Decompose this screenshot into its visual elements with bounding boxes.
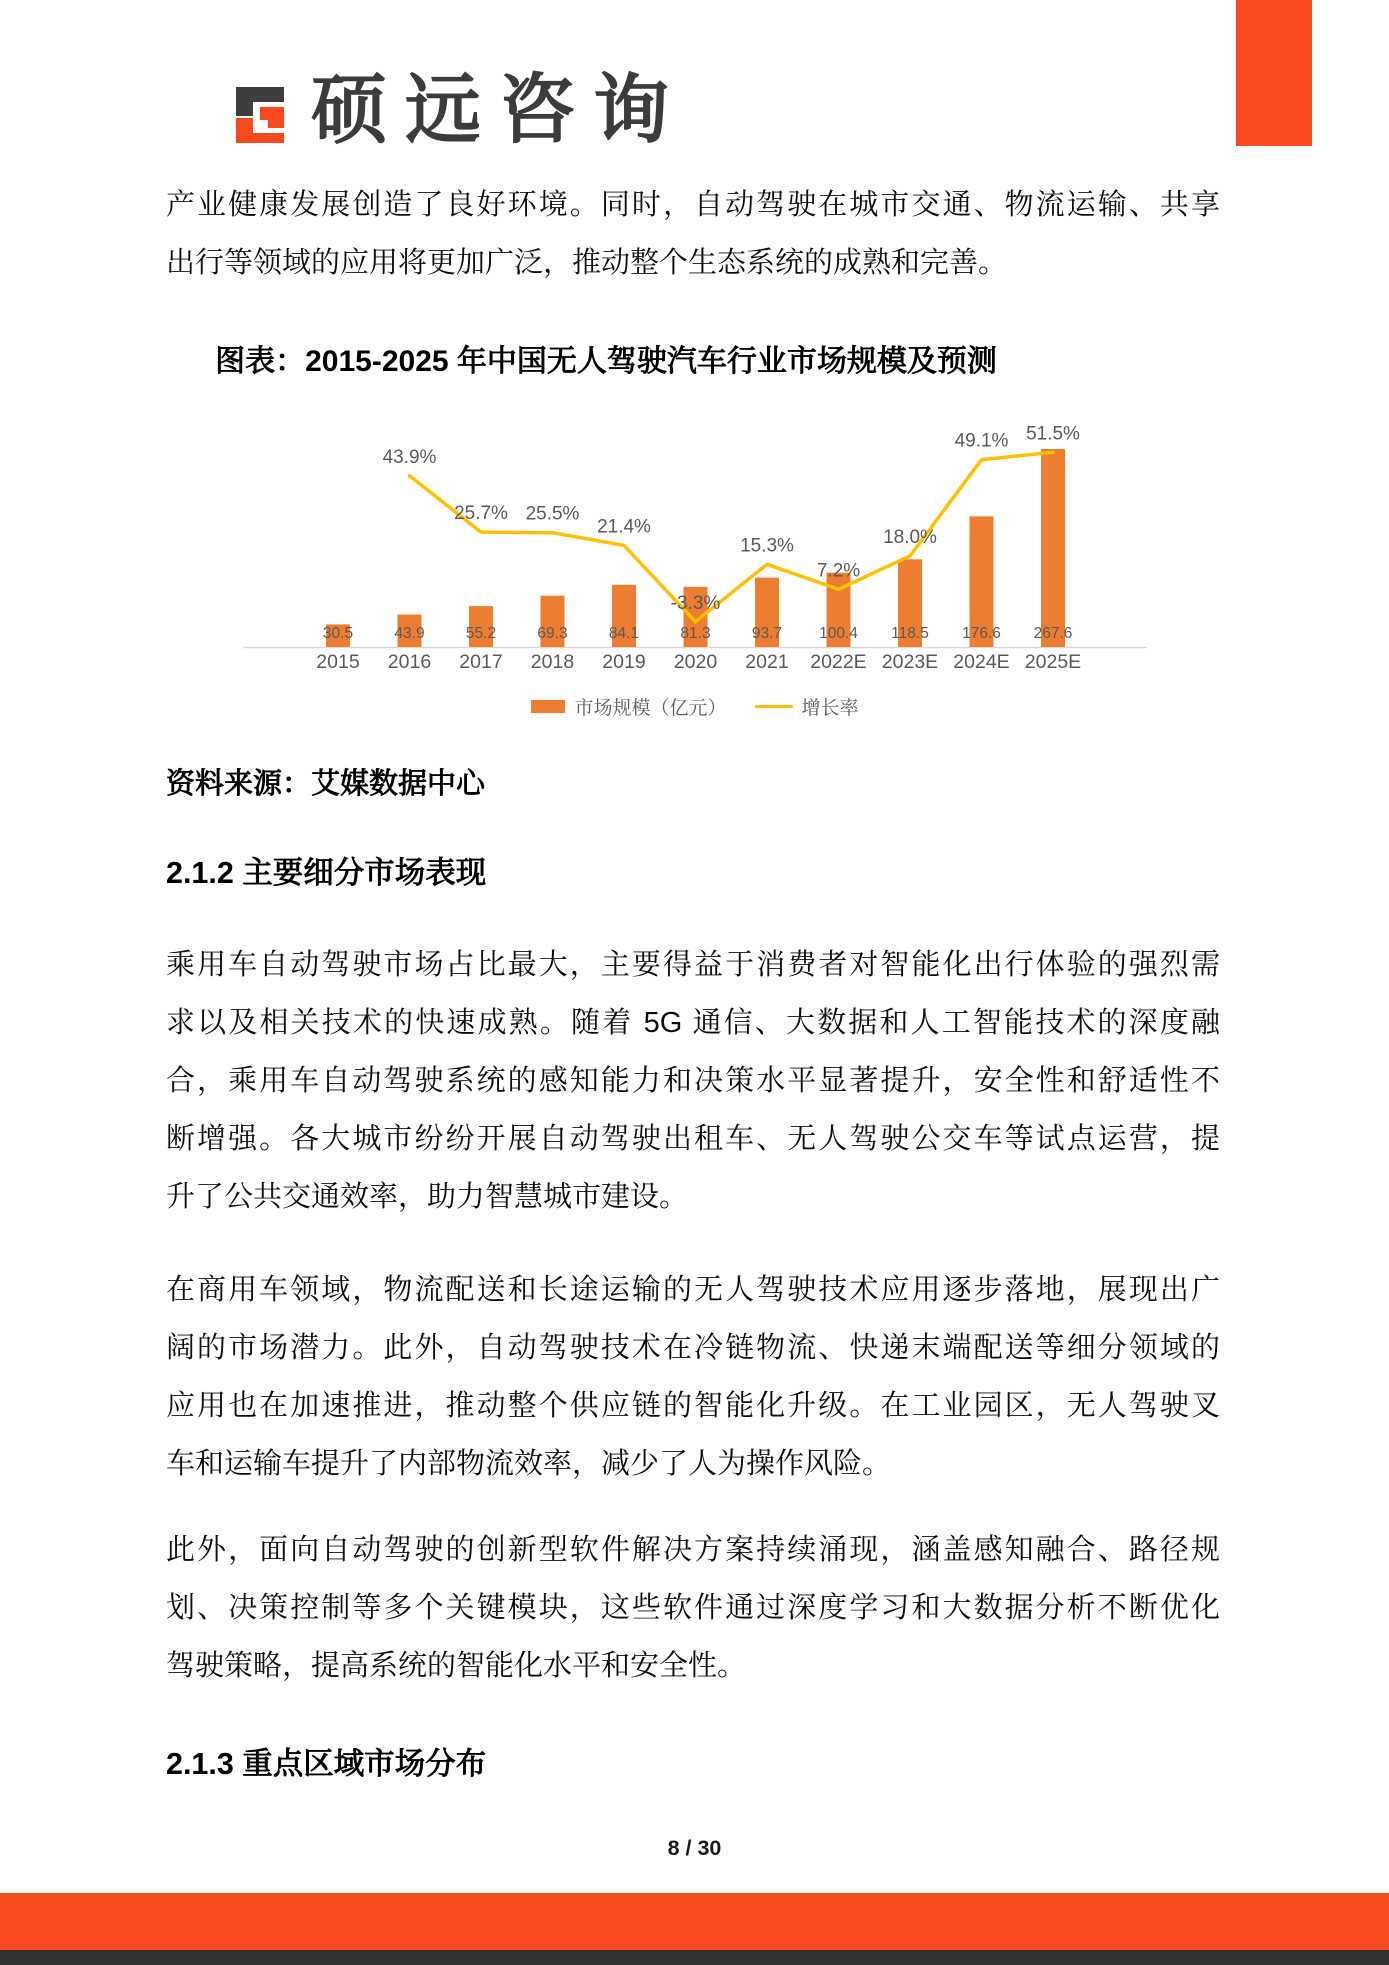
text-line: 应用也在加速推进，推动整个供应链的智能化升级。在工业园区，无人驾驶叉 bbox=[166, 1390, 1220, 1422]
text-line: 产业健康发展创造了良好环境。同时，自动驾驶在城市交通、物流运输、共享 bbox=[166, 189, 1220, 221]
section-2-1-2-paragraph-2 bbox=[166, 1261, 1220, 1493]
section-heading-2-1-3: 2.1.3 重点区域市场分布 bbox=[166, 1747, 487, 1781]
text-line: 合，乘用车自动驾驶系统的感知能力和决策水平显著提升，安全性和舒适性不 bbox=[166, 1065, 1220, 1097]
legend-line-swatch-icon bbox=[755, 705, 793, 708]
market-chart bbox=[165, 395, 1225, 720]
text-line: 在商用车领域，物流配送和长途运输的无人驾驶技术应用逐步落地，展现出广 bbox=[166, 1274, 1220, 1306]
bar-value-label: 100.4 bbox=[819, 625, 858, 642]
company-logo bbox=[227, 68, 687, 153]
x-axis-label: 2022E bbox=[810, 651, 867, 673]
x-axis-label: 2017 bbox=[459, 651, 503, 673]
x-axis-label: 2020 bbox=[673, 651, 718, 673]
text-line: 升了公共交通效率，助力智慧城市建设。 bbox=[166, 1181, 689, 1213]
legend-line-label: 增长率 bbox=[801, 698, 859, 719]
chart-title: 图表：2015-2025 年中国无人驾驶汽车行业市场规模及预测 bbox=[215, 345, 997, 378]
footer-accent-bar bbox=[0, 1893, 1389, 1950]
growth-label: 18.0% bbox=[883, 526, 937, 548]
section-2-1-2-paragraph-3 bbox=[166, 1521, 1220, 1695]
bar-value-label: 267.6 bbox=[1033, 625, 1073, 642]
logo-text: 硕远咨询 bbox=[311, 68, 687, 153]
chart-legend bbox=[165, 693, 1225, 720]
legend-bar-swatch-icon bbox=[531, 700, 565, 713]
legend-bar-label: 市场规模（亿元） bbox=[574, 698, 727, 719]
text-line: 车和运输车提升了内部物流效率，减少了人为操作风险。 bbox=[166, 1448, 892, 1480]
x-axis-label: 2015 bbox=[316, 651, 360, 673]
growth-label: 49.1% bbox=[954, 430, 1009, 452]
bar-value-label: 93.7 bbox=[751, 625, 783, 642]
section-heading-2-1-2: 2.1.2 主要细分市场表现 bbox=[166, 856, 487, 890]
data-source-note: 资料来源：艾媒数据中心 bbox=[166, 768, 486, 800]
bar-value-label: 43.9 bbox=[394, 625, 425, 642]
text-line: 驾驶策略，提高系统的智能化水平和安全性。 bbox=[166, 1650, 747, 1682]
text-line: 此外，面向自动驾驶的创新型软件解决方案持续涌现，涵盖感知融合、路径规 bbox=[166, 1534, 1220, 1566]
footer-dark-bar bbox=[0, 1950, 1389, 1965]
bar-value-label: 118.5 bbox=[891, 625, 929, 642]
growth-label: 25.5% bbox=[525, 503, 580, 525]
growth-label: 15.3% bbox=[740, 535, 794, 557]
top-right-accent-block bbox=[1236, 0, 1312, 146]
section-2-1-2-paragraph-1 bbox=[166, 936, 1220, 1226]
growth-label: 25.7% bbox=[454, 503, 508, 525]
chart-svg bbox=[165, 395, 1225, 680]
x-axis-label: 2023E bbox=[881, 651, 939, 673]
growth-label: 21.4% bbox=[597, 516, 651, 538]
bar-2025E bbox=[1041, 449, 1065, 647]
text-line: 出行等领域的应用将更加广泛，推动整个生态系统的成熟和完善。 bbox=[166, 247, 1008, 279]
x-axis-label: 2024E bbox=[953, 651, 1010, 673]
growth-label: 51.5% bbox=[1026, 423, 1080, 445]
intro-paragraph bbox=[166, 176, 1220, 292]
x-axis-label: 2019 bbox=[602, 651, 646, 673]
text-line: 断增强。各大城市纷纷开展自动驾驶出租车、无人驾驶公交车等试点运营，提 bbox=[166, 1123, 1220, 1155]
bar-value-label: 55.2 bbox=[465, 625, 497, 642]
x-axis-label: 2018 bbox=[530, 651, 575, 673]
x-axis-label: 2016 bbox=[387, 651, 432, 673]
text-line: 划、决策控制等多个关键模块，这些软件通过深度学习和大数据分析不断优化 bbox=[166, 1592, 1220, 1624]
text-line: 阔的市场潜力。此外，自动驾驶技术在冷链物流、快递末端配送等细分领域的 bbox=[166, 1332, 1220, 1364]
bar-value-label: 176.6 bbox=[962, 625, 1001, 642]
bar-value-label: 69.3 bbox=[537, 625, 568, 642]
growth-label: 43.9% bbox=[382, 446, 437, 468]
bar-value-label: 30.5 bbox=[322, 625, 354, 642]
page-number: 8 / 30 bbox=[667, 1836, 722, 1860]
text-line: 求以及相关技术的快速成熟。随着 5G 通信、大数据和人工智能技术的深度融 bbox=[166, 1007, 1220, 1039]
bar-value-label: 84.1 bbox=[608, 625, 640, 642]
growth-line bbox=[410, 452, 1054, 622]
growth-label: 7.2% bbox=[816, 560, 861, 582]
growth-label: -3.3% bbox=[670, 592, 721, 614]
x-axis-label: 2021 bbox=[745, 651, 789, 673]
x-axis-label: 2025E bbox=[1024, 651, 1082, 673]
logo-icon bbox=[227, 82, 293, 148]
text-line: 乘用车自动驾驶市场占比最大，主要得益于消费者对智能化出行体验的强烈需 bbox=[166, 949, 1220, 981]
bar-value-label: 81.3 bbox=[680, 625, 711, 642]
